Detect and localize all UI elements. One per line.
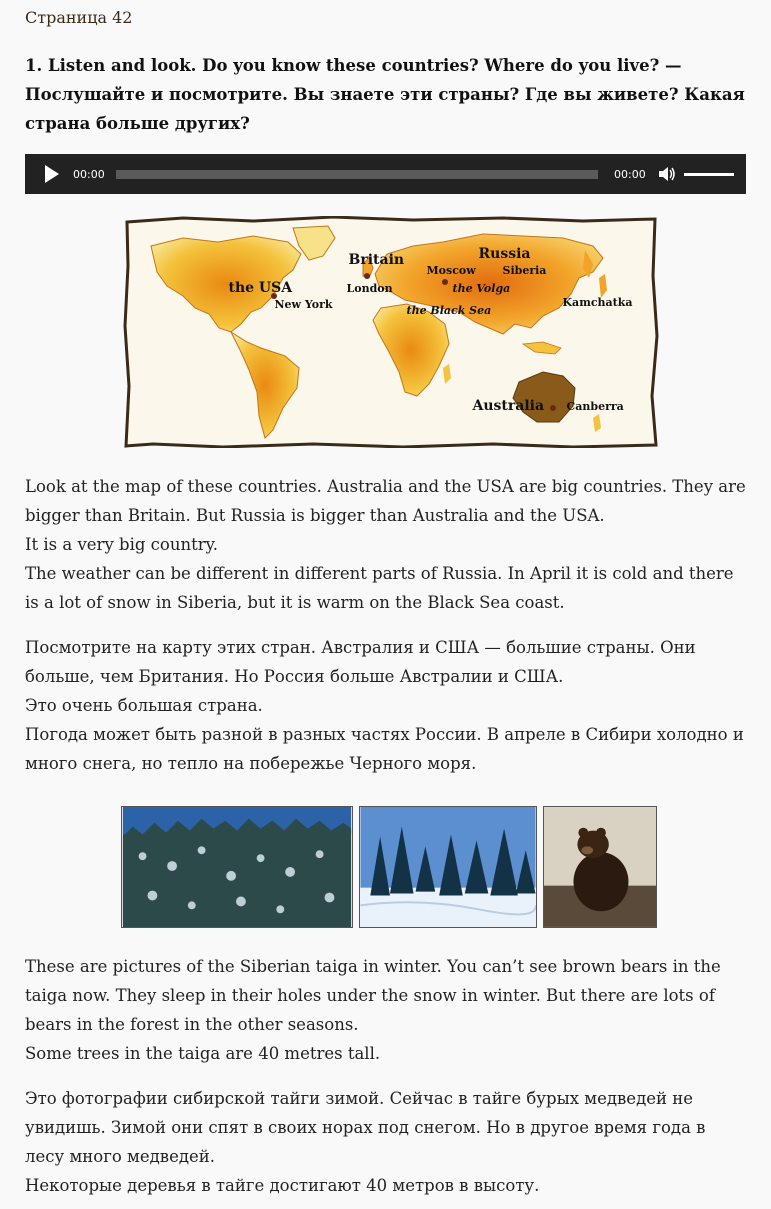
play-icon[interactable] [45,165,59,183]
english-1-line-1: Look at the map of these countries. Australia and the USA are big countries. They are bigger than Britain. But Russia is bigger than Australia and the USA. [25,477,746,525]
russian-1-line-1: Посмотрите на карту этих стран. Австралия и США — большие страны. Они больше, чем Британия. Но Россия больше Австралии и США. [25,638,696,686]
russian-paragraph-2 [25,1084,746,1200]
brown-bear-photo [543,806,657,928]
map-label-kamchatka: Kamchatka [562,296,633,309]
map-label-russia: Russia [478,246,531,262]
russian-1-line-2: Это очень большая страна. [25,696,263,715]
russian-paragraph-1 [25,633,746,778]
london-marker [364,273,370,279]
english-paragraph-2 [25,952,746,1068]
map-label-new-york: New York [274,298,333,311]
english-1-line-3: The weather can be different in different parts of Russia. In April it is cold and there is a lot of snow in Siberia, but it is warm on the Black Sea coast. [25,564,734,612]
map-label-australia: Australia [472,398,545,414]
russian-2-line-2: Некоторые деревья в тайге достигают 40 метров в высоту. [25,1176,540,1195]
map-label-moscow: Moscow [426,264,476,277]
moscow-marker [442,279,448,285]
current-time: 00:00 [73,167,105,181]
taiga-snow-photo [359,806,537,928]
volume-slider[interactable] [684,173,734,176]
exercise-heading: 1. Listen and look. Do you know these countries? Where do you live? — Послушайте и посмотрите. Вы знаете эти страны? Где вы живете? Какая страна больше других? [25,56,745,133]
map-label-volga: the Volga [452,282,511,295]
world-map [123,216,659,448]
taiga-photos [31,806,746,928]
english-paragraph-1 [25,472,746,617]
audio-player[interactable] [25,154,746,194]
english-2-line-2: Some trees in the taiga are 40 metres tall. [25,1044,381,1063]
english-1-line-2: It is a very big country. [25,535,218,554]
map-label-usa: the USA [228,280,293,296]
map-label-canberra: Canberra [566,400,624,413]
taiga-forest-photo [121,806,353,928]
russian-1-line-3: Погода может быть разной в разных частях России. В апреле в Сибири холодно и много снега, но тепло на побережье Черного моря. [25,725,744,773]
map-label-siberia: Siberia [502,264,547,277]
speaker-icon[interactable] [658,166,676,182]
duration: 00:00 [614,167,646,181]
map-label-black-sea: the Black Sea [406,304,492,317]
russian-2-line-1: Это фотографии сибирской тайги зимой. Сейчас в тайге бурых медведей не увидишь. Зимой они спят в своих норах под снегом. Но в другое время года в лесу много медведей. [25,1089,706,1166]
canberra-marker [550,405,556,411]
world-map-image [123,216,659,448]
progress-rail[interactable] [116,170,598,179]
page-label: Страница 42 [25,8,133,27]
map-label-london: London [346,282,393,295]
map-label-britain: Britain [348,252,405,268]
english-2-line-1: These are pictures of the Siberian taiga in winter. You can’t see brown bears in the taiga now. They sleep in their holes under the snow in winter. But there are lots of bears in the forest in the other seasons. [25,957,721,1034]
